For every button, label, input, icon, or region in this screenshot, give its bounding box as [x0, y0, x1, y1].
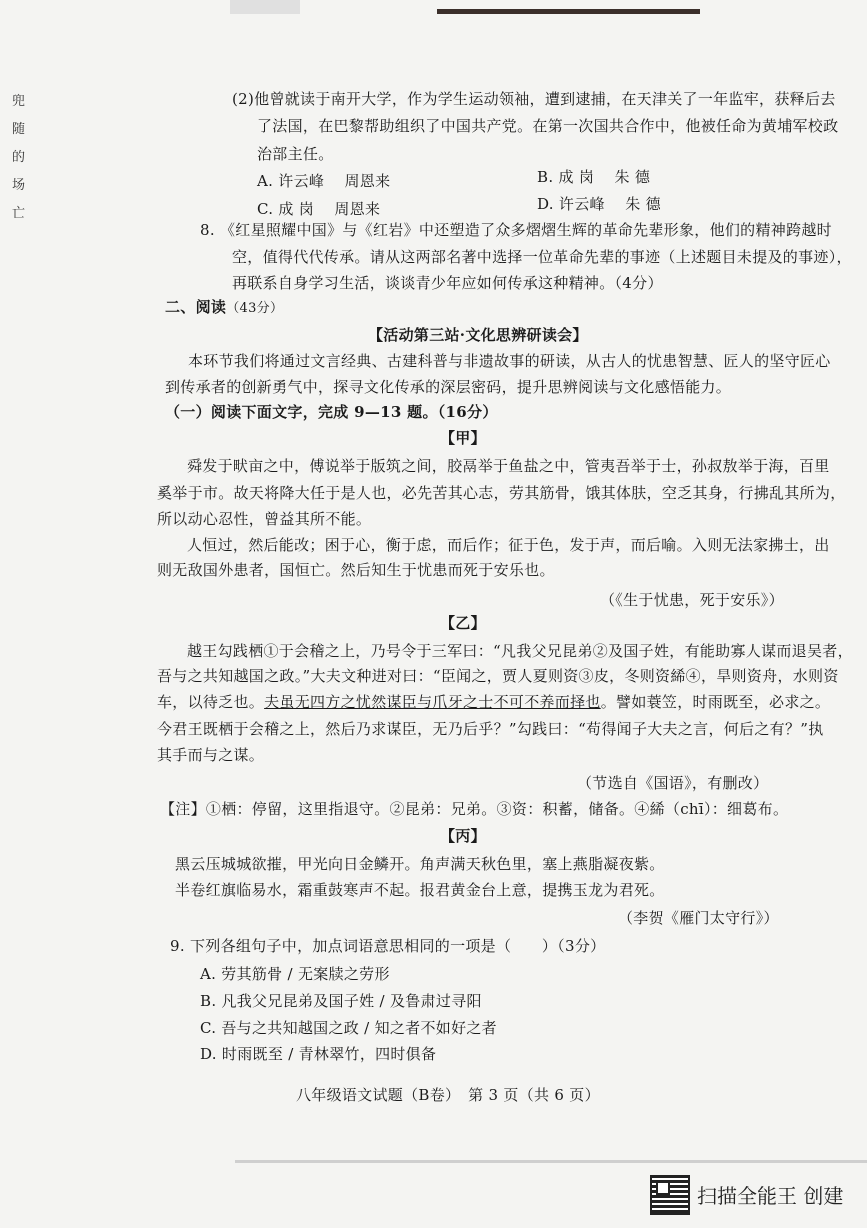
top-fold-shadow	[230, 0, 300, 14]
scanner-watermark: 扫描全能王 创建	[697, 1184, 844, 1208]
q7-option-c: C. 成 岗 周恩来	[257, 200, 381, 218]
underlined-sentence: 夫虽无四方之忧然谋臣与爪牙之士不可不养而择也	[264, 693, 601, 711]
q8-line2: 空，值得代代传承。请从这两部名著中选择一位革命先辈的事迹（上述题目未提及的事迹），	[232, 248, 852, 266]
q7-2-line2: 了法国，在巴黎帮助组织了中国共产党。在第一次国共合作中，他被任命为黄埔军校政	[257, 117, 839, 135]
activity-intro-line1: 本环节我们将通过文言经典、古建科普与非遗故事的研读，从古人的忧患智慧、匠人的坚守匠心	[188, 352, 831, 370]
jia-source: （《生于忧患，死于安乐》）	[600, 591, 784, 609]
activity-intro-line2: 到传承者的创新勇气中，探寻文化传承的深层密码，提升思辨阅读与文化感悟能力。	[165, 378, 732, 396]
activity-title: 【活动第三站·文化思辨研读会】	[368, 326, 588, 344]
jia-p2-line1: 人恒过，然后能改；困于心，衡于虑，而后作；征于色，发于声，而后喻。入则无法家拂士，出	[187, 536, 830, 554]
yi-line5: 其手而与之谋。	[157, 746, 265, 764]
jia-label: 【甲】	[440, 429, 486, 447]
q9-option-b: B. 凡我父兄昆弟及国子姓 / 及鲁肃过寻阳	[200, 992, 482, 1010]
q9-stem: 9. 下列各组句子中，加点词语意思相同的一项是（ ）（3分）	[170, 937, 606, 955]
jia-p1-line2: 奚举于市。故天将降大任于是人也，必先苦其心志，劳其筋骨，饿其体肤，空乏其身，行拂乱其所为，	[157, 484, 846, 502]
top-edge-bar	[437, 9, 700, 14]
q9-option-a: A. 劳其筋骨 / 无案牍之劳形	[200, 965, 390, 983]
bing-line2: 半卷红旗临易水，霜重鼓寒声不起。报君黄金台上意，提携玉龙为君死。	[175, 881, 665, 899]
q8-line3: 再联系自身学习生活，谈谈青少年应如何传承这种精神。（4分）	[232, 274, 663, 292]
q7-option-b: B. 成 岗 朱 德	[537, 168, 651, 186]
bing-label: 【丙】	[440, 827, 486, 845]
q7-2-line1: (2)他曾就读于南开大学，作为学生运动领袖，遭到逮捕，在天津关了一年监牢，获释后去	[232, 90, 836, 108]
margin-characters: 兜 随 的 场 亡	[12, 94, 26, 221]
q9-option-c: C. 吾与之共知越国之政 / 知之者不如好之者	[200, 1019, 497, 1037]
jia-p1-line1: 舜发于畎亩之中，傅说举于版筑之间，胶鬲举于鱼盐之中，管夷吾举于士，孙叔敖举于海，百里	[187, 457, 830, 475]
q8-line1: 8. 《红星照耀中国》与《红岩》中还塑造了众多熠熠生辉的革命先辈形象，他们的精神跨越时	[200, 221, 832, 239]
jia-p2-line2: 则无敌国外患者，国恒亡。然后知生于忧患而死于安乐也。	[157, 561, 555, 579]
q7-2-number: (2)	[232, 90, 255, 108]
yi-line4: 今君王既栖于会稽之上，然后乃求谋臣，无乃后乎？”勾践曰：“苟得闻子大夫之言，何后之有？”执	[157, 720, 824, 738]
page-footer: 八年级语文试题（B卷） 第 3 页（共 6 页）	[296, 1086, 600, 1104]
yi-notes: 【注】①栖：停留，这里指退守。②昆弟：兄弟。③资：积蓄，储备。④絺（chī）：细葛布。	[160, 800, 789, 818]
q9-option-d: D. 时雨既至 / 青林翠竹，四时俱备	[200, 1045, 437, 1063]
part1-title: （一）阅读下面文字，完成 9—13 题。（16分）	[165, 403, 498, 421]
page-bottom-edge	[235, 1160, 867, 1163]
section-2-title: 二、阅读（43分）	[165, 298, 284, 316]
bing-line1: 黑云压城城欲摧，甲光向日金鳞开。角声满天秋色里，塞上燕脂凝夜紫。	[175, 855, 665, 873]
jia-p1-line3: 所以动心忍性，曾益其所不能。	[157, 510, 372, 528]
bing-source: （李贺《雁门太守行》）	[618, 909, 779, 927]
q7-2-line3: 治部主任。	[257, 145, 334, 163]
q7-option-a: A. 许云峰 周恩来	[257, 172, 391, 190]
q7-option-d: D. 许云峰 朱 德	[537, 195, 661, 213]
yi-label: 【乙】	[440, 614, 486, 632]
yi-line3: 车，以待乏也。夫虽无四方之忧然谋臣与爪牙之士不可不养而择也。譬如蓑笠，时雨既至，必求之。	[157, 693, 831, 711]
qr-code-icon	[650, 1175, 690, 1215]
yi-source: （节选自《国语》，有删改）	[577, 774, 769, 792]
yi-line1: 越王勾践栖①于会稽之上，乃号令于三军曰：“凡我父兄昆弟②及国子姓，有能助寡人谋而退吴者，	[187, 642, 853, 660]
yi-line2: 吾与之共知越国之政。”大夫文种进对曰：“臣闻之，贾人夏则资③皮，冬则资絺④，旱则资舟，水则资	[157, 667, 839, 685]
